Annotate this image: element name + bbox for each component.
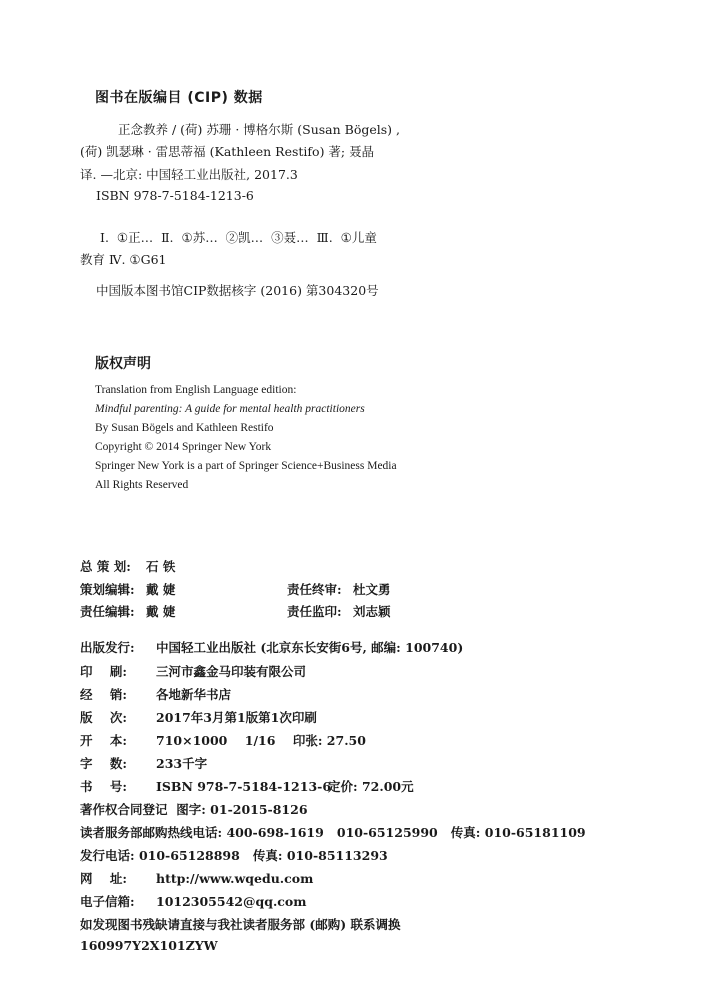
cip-line-2: (荷) 凯瑟琳 · 雷思蒂福 (Kathleen Restifo) 著; 聂晶 bbox=[80, 144, 375, 159]
printer-value: 三河市鑫金马印装有限公司 bbox=[156, 664, 307, 679]
email-label: 电子信箱: bbox=[80, 894, 135, 909]
isbn-label: 书 号: bbox=[80, 779, 128, 794]
copyright-line-6: All Rights Reserved bbox=[95, 479, 189, 491]
format-row bbox=[80, 731, 366, 749]
final-review-label: 责任终审: bbox=[287, 582, 342, 597]
planner-value: 石 铁 bbox=[146, 559, 176, 574]
publisher-label: 出版发行: bbox=[80, 640, 135, 655]
supervisor-value: 刘志颖 bbox=[353, 604, 391, 619]
resp-editor-label: 责任编辑: bbox=[80, 604, 135, 619]
publisher-value: 中国轻工业出版社 (北京东长安街6号, 邮编: 100740) bbox=[156, 640, 464, 655]
editor-row bbox=[80, 580, 175, 598]
cip-isbn: ISBN 978-7-5184-1213-6 bbox=[96, 188, 254, 203]
cip-classification-2: 教育 Ⅳ. ①G61 bbox=[80, 252, 167, 267]
copyright-line-4: Copyright © 2014 Springer New York bbox=[95, 441, 272, 453]
distribution-phone: 发行电话: 010-65128898 传真: 010-85113293 bbox=[80, 848, 388, 863]
words-row bbox=[80, 754, 207, 772]
edition-row bbox=[80, 708, 317, 726]
words-value: 233千字 bbox=[156, 756, 208, 771]
copyright-heading: 版权声明 bbox=[95, 356, 151, 372]
cip-line-1: 正念教养 / (荷) 苏珊 · 博格尔斯 (Susan Bögels) , bbox=[118, 122, 401, 137]
cip-line-3: 译. —北京: 中国轻工业出版社, 2017.3 bbox=[80, 167, 298, 182]
words-label: 字 数: bbox=[80, 756, 128, 771]
distributor-row bbox=[80, 685, 231, 703]
supervisor-label: 责任监印: bbox=[287, 604, 342, 619]
copyright-line-3: By Susan Bögels and Kathleen Restifo bbox=[95, 422, 274, 434]
edition-label: 版 次: bbox=[80, 710, 128, 725]
product-code: 160997Y2X101ZYW bbox=[80, 938, 218, 953]
format-value: 710×1000 1/16 印张: 27.50 bbox=[156, 733, 366, 748]
cip-heading: 图书在版编目 (CIP) 数据 bbox=[95, 90, 263, 106]
copyright-line-1: Translation from English Language edition: bbox=[95, 384, 297, 396]
copyright-line-5: Springer New York is a part of Springer Science+Business Media bbox=[95, 460, 397, 472]
distributor-label: 经 销: bbox=[80, 687, 128, 702]
price: 定价: 72.00元 bbox=[328, 779, 414, 794]
contract-registration: 著作权合同登记 图字: 01-2015-8126 bbox=[80, 802, 308, 817]
website-row bbox=[80, 869, 313, 887]
editor-value: 戴 婕 bbox=[146, 582, 176, 597]
final-review-row bbox=[287, 580, 391, 598]
resp-editor-value: 戴 婕 bbox=[146, 604, 176, 619]
resp-editor-row bbox=[80, 602, 175, 620]
cip-classification-1: Ⅰ. ①正… Ⅱ. ①苏… ②凯… ③聂… Ⅲ. ①儿童 bbox=[100, 230, 377, 245]
reader-hotline: 读者服务部邮购热线电话: 400-698-1619 010-65125990 传真: 010-65181109 bbox=[80, 825, 586, 840]
edition-value: 2017年3月第1版第1次印刷 bbox=[156, 710, 317, 725]
isbn-row bbox=[80, 777, 331, 795]
website-label: 网 址: bbox=[80, 871, 128, 886]
final-review-value: 杜文勇 bbox=[353, 582, 391, 597]
distributor-value: 各地新华书店 bbox=[156, 687, 232, 702]
publisher-row bbox=[80, 638, 463, 656]
copyright-line-2: Mindful parenting: A guide for mental health practitioners bbox=[95, 403, 365, 415]
email-row bbox=[80, 892, 306, 910]
email-value: 1012305542@qq.com bbox=[156, 894, 307, 909]
planner-row bbox=[80, 557, 175, 575]
editor-label: 策划编辑: bbox=[80, 582, 135, 597]
website-value: http://www.wqedu.com bbox=[156, 871, 314, 886]
planner-label: 总 策 划: bbox=[80, 559, 131, 574]
printer-label: 印 刷: bbox=[80, 664, 128, 679]
isbn-value: ISBN 978-7-5184-1213-6 bbox=[156, 779, 332, 794]
format-label: 开 本: bbox=[80, 733, 128, 748]
printer-row bbox=[80, 662, 306, 680]
cip-core-number: 中国版本图书馆CIP数据核字 (2016) 第304320号 bbox=[96, 283, 379, 298]
supervisor-row bbox=[287, 602, 391, 620]
defect-notice: 如发现图书残缺请直接与我社读者服务部 (邮购) 联系调换 bbox=[80, 917, 401, 932]
